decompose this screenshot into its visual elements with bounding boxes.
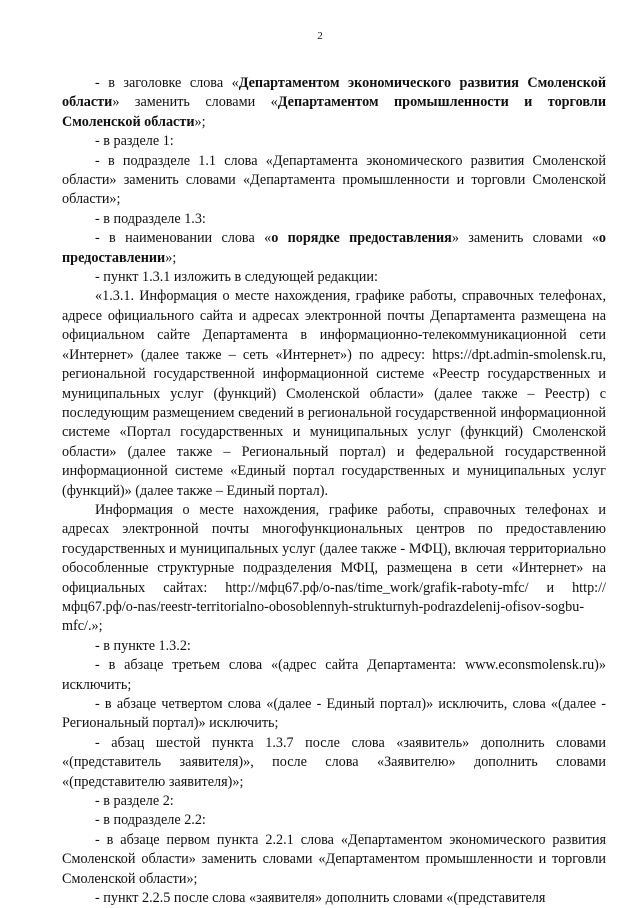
- text-run: - в наименовании слова «: [95, 230, 272, 247]
- text-run: «1.3.1. Информация о месте нахождения, графике работы, справочных телефонах, адресе официального сайта и адресах электронной почты Департамента размещена на официальном сайте Департамента в информационно-телекоммуникационной сети «Интернет» (далее также – сеть «Интернет») по адресу: https://dpt.admin-smolensk.ru, региональной государственной информационной системе «Реестр государственных и муниципальных услуг (функций) Смоленской области» (далее также – Реестр) с последующим размещением сведений в региональной государственной информационной системе «Портал государственных и муниципальных услуг (функций) Смоленской области» (далее также – Региональный портал) и федеральной государственной информационной системе «Единый портал государственных и муниципальных услуг (функций)» (далее также – Единый портал).: [62, 288, 606, 499]
- document-paragraph: [62, 74, 606, 132]
- text-run: - абзац шестой пункта 1.3.7 после слова «заявитель» дополнить словами «(представитель заявителя)», после слова «Заявителю» дополнить словами «(представителю заявителя)»;: [62, 734, 606, 790]
- text-run: - в абзаце четвертом слова «(далее - Единый портал)» исключить, слова «(далее - Региональный портал)» исключить;: [62, 696, 606, 732]
- text-run: »;: [194, 113, 206, 130]
- document-paragraph: [62, 501, 606, 637]
- document-paragraph: [62, 831, 606, 889]
- document-paragraph: [62, 229, 606, 268]
- bold-phrase: Департаментом экономического развития Смоленской области: [62, 75, 606, 111]
- document-paragraph: [62, 811, 606, 830]
- document-paragraph: [62, 287, 606, 500]
- document-paragraph: [62, 695, 606, 734]
- text-run: - пункт 2.2.5 после слова «заявителя» дополнить словами «(представителя: [95, 890, 546, 907]
- text-run: - в разделе 2:: [95, 793, 174, 810]
- text-run: » заменить словами «: [451, 230, 599, 247]
- text-run: - пункт 1.3.1 изложить в следующей редакции:: [95, 269, 378, 286]
- text-run: - в подразделе 2.2:: [95, 812, 206, 829]
- text-run: - в пункте 1.3.2:: [95, 637, 191, 654]
- text-run: - в абзаце первом пункта 2.2.1 слова «Департаментом экономического развития Смоленской области» заменить словами «Департаментом промышленности и торговли Смоленской области»;: [62, 831, 606, 887]
- document-paragraph: [62, 132, 606, 151]
- document-paragraph: [62, 268, 606, 287]
- document-paragraph: [62, 889, 606, 908]
- bold-phrase: Департаментом промышленности и торговли Смоленской области: [62, 94, 606, 130]
- bold-phrase: о предоставлении: [62, 230, 607, 266]
- text-run: - в разделе 1:: [95, 133, 174, 150]
- document-paragraph: [62, 792, 606, 811]
- text-run: »;: [165, 249, 177, 266]
- document-paragraph: [62, 637, 606, 656]
- text-run: - в подразделе 1.1 слова «Департамента экономического развития Смоленской области» заменить словами «Департамента промышленности и торговли Смоленской области»;: [62, 152, 606, 208]
- document-body: [62, 74, 606, 908]
- page-number: 2: [317, 30, 323, 42]
- text-run: Информация о месте нахождения, графике работы, справочных телефонах и адресах электронной почты многофункциональных центров по предоставлению государственных и муниципальных услуг (далее также - МФЦ), включая территориально обособленные структурные подразделения МФЦ, размещена в сети «Интернет» на официальных сайтах: http://мфц67.рф/o-nas/time_work/grafik-raboty-mfc/ и http://мфц67.рф/o-nas/reestr-territorialno-obosoblennyh-strukturnyh-podrazdelenij-ofisov-sogbu-mfc/.»;: [62, 501, 606, 635]
- text-run: - в заголовке слова «: [95, 75, 239, 91]
- bold-phrase: о порядке предоставления: [271, 230, 452, 247]
- document-paragraph: [62, 152, 606, 210]
- text-run: - в абзаце третьем слова «(адрес сайта Департамента: www.econsmolensk.ru)» исключить;: [62, 657, 606, 693]
- document-paragraph: [62, 734, 606, 792]
- text-run: » заменить словами «: [112, 94, 278, 111]
- text-run: - в подразделе 1.3:: [95, 210, 206, 227]
- document-paragraph: [62, 210, 606, 229]
- document-paragraph: [62, 656, 606, 695]
